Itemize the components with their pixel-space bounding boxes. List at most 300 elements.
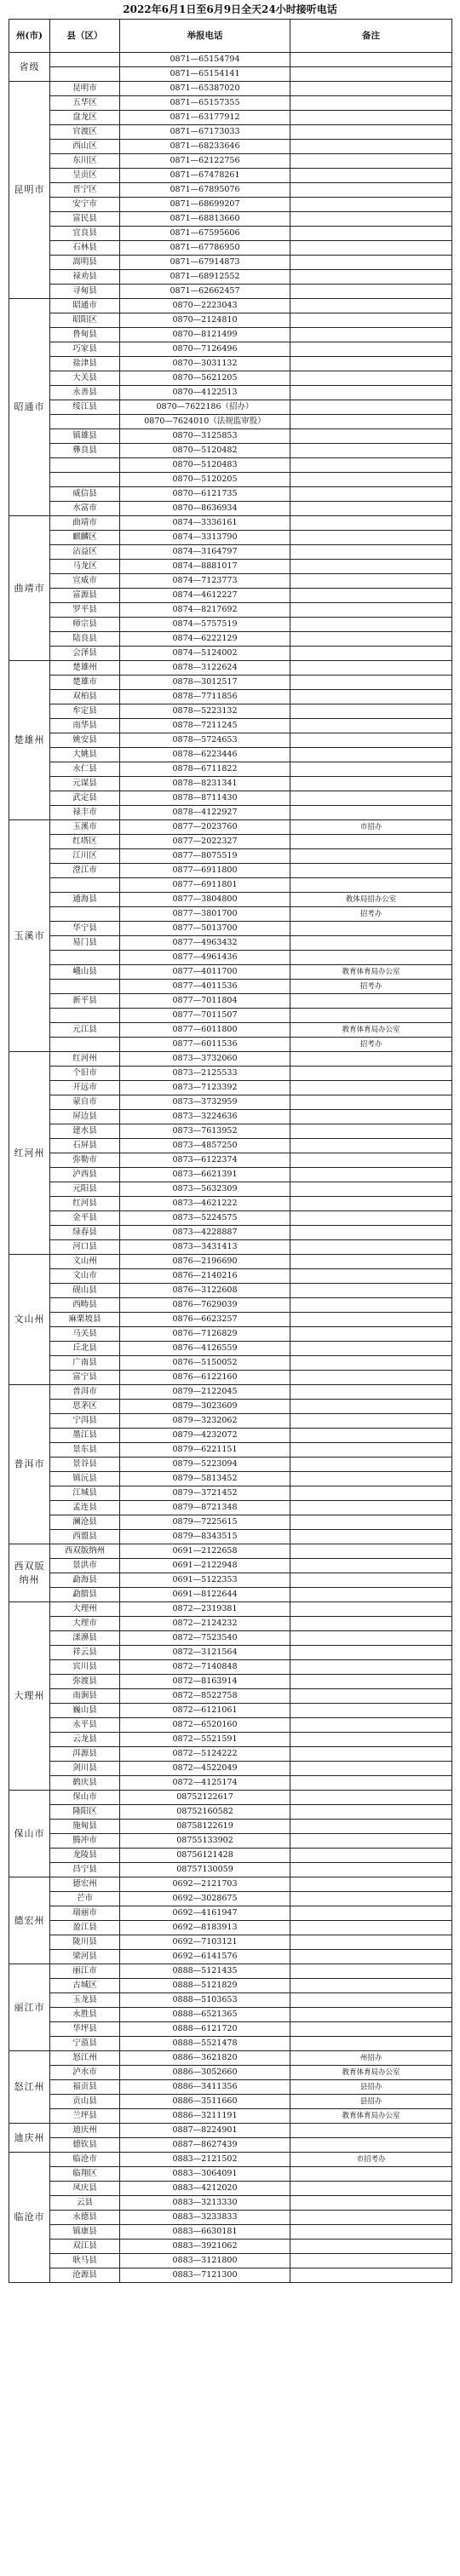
table-row	[9, 473, 452, 487]
remark-cell: 教育体育局办公室	[290, 1023, 452, 1038]
county-cell: 麒麟区	[50, 531, 120, 545]
phone-cell: 0879—2122045	[120, 1385, 290, 1400]
county-cell: 文山州	[50, 1255, 120, 1269]
phone-cell: 0883—3921062	[120, 2240, 290, 2254]
table-row	[9, 2066, 452, 2080]
remark-cell	[290, 1631, 452, 1646]
county-cell: 景东县	[50, 1443, 120, 1458]
county-cell: 会泽县	[50, 647, 120, 661]
table-row	[9, 2109, 452, 2124]
county-cell: 西畴县	[50, 1298, 120, 1313]
table-row	[9, 704, 452, 719]
phone-cell: 0692—3028675	[120, 1892, 290, 1906]
phone-cell: 0876—7629039	[120, 1298, 290, 1313]
remark-cell	[290, 111, 452, 125]
remark-cell	[290, 545, 452, 560]
remark-cell	[290, 285, 452, 299]
table-row	[9, 1820, 452, 1834]
table-body	[9, 53, 452, 2283]
remark-cell	[290, 1414, 452, 1429]
remark-cell	[290, 299, 452, 313]
table-row	[9, 1718, 452, 1733]
table-row	[9, 589, 452, 603]
table-row	[9, 545, 452, 560]
phone-cell: 0871—65157355	[120, 96, 290, 111]
table-row	[9, 965, 452, 980]
phone-cell: 0872—7140848	[120, 1660, 290, 1675]
city-cell: 迪庆州	[9, 2124, 50, 2153]
county-cell: 河口县	[50, 1240, 120, 1255]
remark-cell	[290, 603, 452, 618]
table-row	[9, 328, 452, 342]
remark-cell	[290, 154, 452, 169]
table-row	[9, 1530, 452, 1544]
county-cell: 武定县	[50, 791, 120, 806]
remark-cell	[290, 1820, 452, 1834]
table-row	[9, 1631, 452, 1646]
remark-cell	[290, 2124, 452, 2138]
phone-cell: 0877—6911801	[120, 878, 290, 893]
page-title: 2022年6月1日至6月9日全天24小时接听电话	[123, 3, 337, 15]
county-cell: 红河县	[50, 1197, 120, 1211]
remark-cell	[290, 676, 452, 690]
county-cell: 马关县	[50, 1327, 120, 1342]
county-cell: 孟连县	[50, 1501, 120, 1515]
remark-cell	[290, 2240, 452, 2254]
remark-cell	[290, 1762, 452, 1776]
table-row	[9, 1067, 452, 1081]
county-cell: 镇康县	[50, 2225, 120, 2240]
table-row	[9, 820, 452, 835]
remark-cell	[290, 270, 452, 285]
city-cell: 保山市	[9, 1791, 50, 1877]
phone-cell: 0879—8343515	[120, 1530, 290, 1544]
county-cell: 丘北县	[50, 1342, 120, 1356]
phone-cell: 0886—3621820	[120, 2051, 290, 2066]
table-row	[9, 2124, 452, 2138]
remark-cell	[290, 1530, 452, 1544]
remark-cell	[290, 1921, 452, 1935]
remark-cell	[290, 733, 452, 748]
phone-cell: 0871—68699207	[120, 198, 290, 212]
table-row	[9, 936, 452, 951]
table-row	[9, 67, 452, 82]
table-row	[9, 2008, 452, 2022]
county-cell: 双江县	[50, 2240, 120, 2254]
remark-cell	[290, 1009, 452, 1023]
phone-cell: 0876—7126829	[120, 1327, 290, 1342]
table-row	[9, 719, 452, 733]
remark-cell	[290, 1602, 452, 1617]
county-cell: 华宁县	[50, 922, 120, 936]
phone-cell: 0871—65387020	[120, 82, 290, 96]
phone-cell: 0877—5013700	[120, 922, 290, 936]
remark-cell	[290, 96, 452, 111]
phone-cell: 0871—67895076	[120, 183, 290, 198]
table-row	[9, 1935, 452, 1950]
county-cell	[50, 473, 120, 487]
remark-cell	[290, 1515, 452, 1530]
table-row	[9, 1689, 452, 1704]
county-cell: 江城县	[50, 1486, 120, 1501]
phone-cell: 0877—4011700	[120, 965, 290, 980]
county-cell: 临翔区	[50, 2167, 120, 2182]
phone-cell: 0888—5521478	[120, 2037, 290, 2051]
phone-cell: 08757130059	[120, 1863, 290, 1877]
table-row	[9, 125, 452, 140]
remark-cell	[290, 2138, 452, 2153]
table-row	[9, 907, 452, 922]
remark-cell	[290, 1371, 452, 1385]
table-row	[9, 1038, 452, 1052]
phone-cell: 0883—6630181	[120, 2225, 290, 2240]
county-cell: 芒市	[50, 1892, 120, 1906]
table-row	[9, 762, 452, 777]
phone-cell: 0876—3122608	[120, 1284, 290, 1298]
remark-cell	[290, 2268, 452, 2283]
county-cell: 华坪县	[50, 2022, 120, 2037]
phone-cell: 0878—7711856	[120, 690, 290, 704]
county-cell: 澄江市	[50, 864, 120, 878]
table-row	[9, 1704, 452, 1718]
county-cell: 曲靖市	[50, 516, 120, 531]
phone-cell: 0870—3031132	[120, 357, 290, 371]
phone-cell: 0877—2022327	[120, 835, 290, 849]
remark-cell	[290, 1559, 452, 1573]
county-cell: 大理州	[50, 1602, 120, 1617]
table-row	[9, 140, 452, 154]
remark-cell	[290, 1327, 452, 1342]
county-cell: 陇川县	[50, 1935, 120, 1950]
county-cell: 沾益区	[50, 545, 120, 560]
table-row	[9, 1950, 452, 1964]
county-cell: 双柏县	[50, 690, 120, 704]
phone-cell: 0870—6121735	[120, 487, 290, 502]
county-cell: 德宏州	[50, 1877, 120, 1892]
phone-cell: 0870—7624010（法规监审股）	[120, 415, 290, 429]
phone-cell: 0870—2124810	[120, 313, 290, 328]
remark-cell	[290, 1139, 452, 1153]
phone-cell: 0873—3732060	[120, 1052, 290, 1067]
table-row	[9, 1226, 452, 1240]
phone-cell: 0877—2023760	[120, 820, 290, 835]
remark-cell	[290, 1052, 452, 1067]
table-row	[9, 1371, 452, 1385]
table-row	[9, 1081, 452, 1095]
remark-cell	[290, 647, 452, 661]
county-cell: 墨江县	[50, 1429, 120, 1443]
county-cell: 晋宁区	[50, 183, 120, 198]
phone-cell: 0871—68912552	[120, 270, 290, 285]
phone-cell: 0878—3012517	[120, 676, 290, 690]
phone-cell: 0874—8217692	[120, 603, 290, 618]
phone-cell: 0871—65154141	[120, 67, 290, 82]
table-row	[9, 1139, 452, 1153]
county-cell: 东川区	[50, 154, 120, 169]
table-row	[9, 1501, 452, 1515]
phone-cell: 0871—67786950	[120, 241, 290, 256]
remark-cell	[290, 1095, 452, 1110]
county-cell: 金平县	[50, 1211, 120, 1226]
county-cell: 古城区	[50, 1979, 120, 1993]
phone-cell: 0877—3801700	[120, 907, 290, 922]
county-cell: 澜沧县	[50, 1515, 120, 1530]
remark-cell	[290, 1791, 452, 1805]
county-cell	[50, 53, 120, 67]
phone-cell: 0883—3064091	[120, 2167, 290, 2182]
table-row	[9, 357, 452, 371]
table-row	[9, 1313, 452, 1327]
table-row	[9, 951, 452, 965]
county-cell: 江川区	[50, 849, 120, 864]
phone-cell: 0692—4161947	[120, 1906, 290, 1921]
city-cell: 大理州	[9, 1602, 50, 1791]
county-cell: 贡山县	[50, 2095, 120, 2109]
phone-cell: 0874—6222129	[120, 632, 290, 647]
remark-cell	[290, 1342, 452, 1356]
table-row	[9, 980, 452, 994]
remark-cell	[290, 690, 452, 704]
city-cell: 曲靖市	[9, 516, 50, 661]
city-cell: 西双版纳州	[9, 1544, 50, 1602]
county-cell: 大关县	[50, 371, 120, 386]
remark-cell	[290, 791, 452, 806]
county-cell: 寻甸县	[50, 285, 120, 299]
phone-cell: 0873—5224575	[120, 1211, 290, 1226]
phone-cell: 0876—2196690	[120, 1255, 290, 1269]
remark-cell	[290, 2037, 452, 2051]
remark-cell	[290, 1849, 452, 1863]
table-row	[9, 502, 452, 516]
county-cell: 石屏县	[50, 1139, 120, 1153]
remark-cell	[290, 473, 452, 487]
phone-cell: 0872—5124222	[120, 1747, 290, 1762]
remark-cell: 市招考办	[290, 2153, 452, 2167]
remark-cell	[290, 806, 452, 820]
table-row	[9, 647, 452, 661]
county-cell: 大理市	[50, 1617, 120, 1631]
county-cell: 麻栗坡县	[50, 1313, 120, 1327]
table-row	[9, 415, 452, 429]
county-cell: 姚安县	[50, 733, 120, 748]
table-row	[9, 458, 452, 473]
header-remark: 备注	[290, 20, 452, 53]
remark-cell	[290, 1182, 452, 1197]
remark-cell	[290, 574, 452, 589]
remark-cell: 招考办	[290, 1038, 452, 1052]
remark-cell	[290, 1168, 452, 1182]
phone-cell: 0873—6621391	[120, 1168, 290, 1182]
table-row	[9, 777, 452, 791]
remark-cell	[290, 1892, 452, 1906]
phone-cell: 0874—3336161	[120, 516, 290, 531]
table-row	[9, 1979, 452, 1993]
county-cell: 牟定县	[50, 704, 120, 719]
table-row	[9, 1385, 452, 1400]
phone-cell: 0886—3511660	[120, 2095, 290, 2109]
county-cell: 元江县	[50, 1023, 120, 1038]
remark-cell	[290, 1458, 452, 1472]
city-cell: 楚雄州	[9, 661, 50, 820]
county-cell: 嵩明县	[50, 256, 120, 270]
phone-cell: 0876—2140216	[120, 1269, 290, 1284]
table-row	[9, 922, 452, 936]
table-row	[9, 1298, 452, 1313]
table-row	[9, 618, 452, 632]
county-cell: 鹤庆县	[50, 1776, 120, 1791]
phone-cell: 0878—3122624	[120, 661, 290, 676]
phone-cell: 0874—5757519	[120, 618, 290, 632]
phone-cell: 0873—3732959	[120, 1095, 290, 1110]
table-row	[9, 1646, 452, 1660]
phone-cell: 0876—6623257	[120, 1313, 290, 1327]
phone-cell: 0871—62122756	[120, 154, 290, 169]
table-row	[9, 849, 452, 864]
city-cell: 普洱市	[9, 1385, 50, 1544]
county-cell	[50, 458, 120, 473]
table-row	[9, 1400, 452, 1414]
phone-cell: 0871—67173033	[120, 125, 290, 140]
phone-cell: 0883—3213330	[120, 2196, 290, 2211]
county-cell: 南华县	[50, 719, 120, 733]
table-row	[9, 2051, 452, 2066]
remark-cell	[290, 429, 452, 444]
table-row	[9, 1458, 452, 1472]
county-cell: 剑川县	[50, 1762, 120, 1776]
remark-cell	[290, 951, 452, 965]
county-cell: 凤庆县	[50, 2182, 120, 2196]
remark-cell: 教育体育局办公室	[290, 2109, 452, 2124]
phone-cell: 0872—4522049	[120, 1762, 290, 1776]
phone-cell: 0871—62662457	[120, 285, 290, 299]
table-row	[9, 2225, 452, 2240]
table-row	[9, 2095, 452, 2109]
remark-cell	[290, 2225, 452, 2240]
table-row	[9, 169, 452, 183]
table-row	[9, 1342, 452, 1356]
phone-cell: 0870—2223043	[120, 299, 290, 313]
county-cell: 禄丰市	[50, 806, 120, 820]
phone-cell: 08756121428	[120, 1849, 290, 1863]
table-row	[9, 1892, 452, 1906]
table-row	[9, 2182, 452, 2196]
table-row	[9, 1023, 452, 1038]
table-row	[9, 198, 452, 212]
phone-cell: 0877—7011804	[120, 994, 290, 1009]
county-cell: 盈江县	[50, 1921, 120, 1935]
phone-cell: 0879—8721348	[120, 1501, 290, 1515]
county-cell: 绿春县	[50, 1226, 120, 1240]
county-cell: 宁洱县	[50, 1414, 120, 1429]
county-cell: 通海县	[50, 893, 120, 907]
remark-cell	[290, 1544, 452, 1559]
remark-cell	[290, 516, 452, 531]
remark-cell	[290, 1689, 452, 1704]
remark-cell	[290, 198, 452, 212]
table-row	[9, 1356, 452, 1371]
county-cell: 福贡县	[50, 2080, 120, 2095]
remark-cell	[290, 1935, 452, 1950]
remark-cell	[290, 1863, 452, 1877]
remark-cell: 教育体育局办公室	[290, 965, 452, 980]
phone-cell: 0872—5521591	[120, 1733, 290, 1747]
county-cell: 丽江市	[50, 1964, 120, 1979]
phone-cell: 0878—8711430	[120, 791, 290, 806]
table-row	[9, 1849, 452, 1863]
phone-cell: 0692—6141576	[120, 1950, 290, 1964]
remark-cell	[290, 256, 452, 270]
table-row	[9, 53, 452, 67]
remark-cell	[290, 357, 452, 371]
remark-cell	[290, 1704, 452, 1718]
county-cell: 祥云县	[50, 1646, 120, 1660]
table-row	[9, 893, 452, 907]
table-row	[9, 429, 452, 444]
county-cell: 屏边县	[50, 1110, 120, 1124]
phone-cell: 0886—3411356	[120, 2080, 290, 2095]
county-cell: 昆明市	[50, 82, 120, 96]
table-row	[9, 313, 452, 328]
city-cell: 文山州	[9, 1255, 50, 1385]
phone-cell: 0878—5724653	[120, 733, 290, 748]
table-row	[9, 256, 452, 270]
remark-cell	[290, 1081, 452, 1095]
county-cell: 鲁甸县	[50, 328, 120, 342]
phone-cell: 0870—5621205	[120, 371, 290, 386]
table-row	[9, 1197, 452, 1211]
county-cell	[50, 907, 120, 922]
county-cell: 永德县	[50, 2211, 120, 2225]
phone-cell: 0872—8163914	[120, 1675, 290, 1689]
phone-cell: 0874—3313790	[120, 531, 290, 545]
county-cell: 兰坪县	[50, 2109, 120, 2124]
table-row	[9, 1660, 452, 1675]
county-cell: 红塔区	[50, 835, 120, 849]
phone-cell: 0870—8636934	[120, 502, 290, 516]
remark-cell	[290, 1964, 452, 1979]
phone-cell: 0886—3052660	[120, 2066, 290, 2080]
remark-cell	[290, 531, 452, 545]
table-row	[9, 2153, 452, 2167]
table-row	[9, 1805, 452, 1820]
table-row	[9, 1414, 452, 1429]
county-cell: 迪庆州	[50, 2124, 120, 2138]
remark-cell	[290, 67, 452, 82]
phone-cell: 0873—3431413	[120, 1240, 290, 1255]
table-row	[9, 1906, 452, 1921]
county-cell: 五华区	[50, 96, 120, 111]
phone-cell: 0877—3804800	[120, 893, 290, 907]
phone-cell: 0692—2121703	[120, 1877, 290, 1892]
phone-cell: 0876—5150052	[120, 1356, 290, 1371]
table-row	[9, 1211, 452, 1226]
table-row	[9, 806, 452, 820]
table-row	[9, 1834, 452, 1849]
table-row	[9, 1921, 452, 1935]
table-row	[9, 183, 452, 198]
county-cell: 普洱市	[50, 1385, 120, 1400]
remark-cell	[290, 169, 452, 183]
remark-cell	[290, 2022, 452, 2037]
table-row	[9, 270, 452, 285]
remark-cell	[290, 849, 452, 864]
county-cell: 漾濞县	[50, 1631, 120, 1646]
phone-cell: 0879—5813452	[120, 1472, 290, 1486]
table-row	[9, 748, 452, 762]
county-cell: 水富市	[50, 502, 120, 516]
city-cell: 红河州	[9, 1052, 50, 1255]
table-row	[9, 1168, 452, 1182]
